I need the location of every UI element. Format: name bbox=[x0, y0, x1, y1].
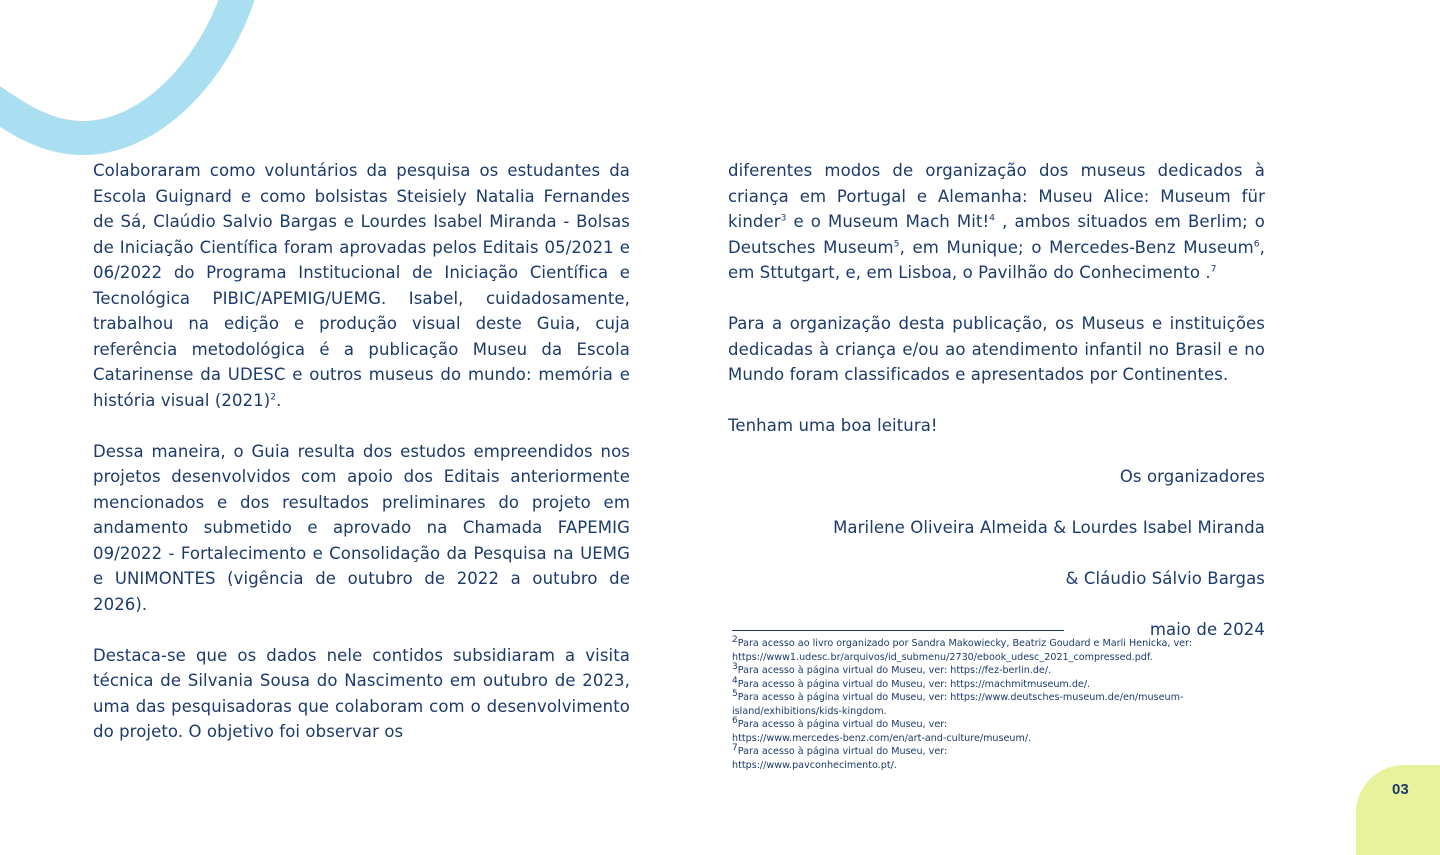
decorative-arc bbox=[0, 0, 270, 160]
footnote-7-cont: https://www.pavconhecimento.pt/. bbox=[732, 759, 897, 771]
footnote-5 bbox=[732, 688, 1252, 705]
right-p1-c: , ambos situados em Berlim; o Deutsches Museum bbox=[728, 212, 1266, 257]
footnote-ref-4: 4 bbox=[989, 213, 996, 224]
footnote-num: 3 bbox=[732, 661, 738, 672]
footnote-4 bbox=[732, 675, 1252, 692]
right-paragraph-3: Tenham uma boa leitura! bbox=[728, 416, 938, 435]
footnote-text: Para acesso à página virtual do Museu, ver: bbox=[737, 719, 948, 730]
footnote-6 bbox=[732, 715, 1252, 732]
footnote-num: 4 bbox=[732, 675, 738, 686]
footnote-ref-3: 3 bbox=[780, 213, 787, 224]
page-number-badge bbox=[1356, 765, 1440, 855]
right-paragraph-2: Para a organização desta publicação, os Museus e instituições dedicadas à criança e/ou ao atendimento infantil no Brasil e no Mundo foram classificados e apresentados por Continentes. bbox=[728, 314, 1265, 384]
footnote-divider bbox=[732, 630, 1064, 631]
footnote-num: 2 bbox=[732, 634, 738, 645]
left-paragraph-3: Destaca-se que os dados nele contidos subsidiaram a visita técnica de Silvania Sousa do Nascimento em outubro de 2023, uma das pesquisadoras que colaboram com o desenvolvimento do projeto. O objetivo foi observar os bbox=[93, 645, 630, 741]
signature-date: maio de 2024 bbox=[1149, 620, 1265, 639]
signature-line-2: & Cláudio Sálvio Bargas bbox=[1065, 569, 1265, 588]
left-column bbox=[93, 158, 630, 745]
right-p1-b: e o Museum Mach Mit! bbox=[786, 212, 990, 231]
footnote-num: 6 bbox=[732, 715, 738, 726]
closing-organizers: Os organizadores bbox=[1119, 467, 1265, 486]
footnote-text: Para acesso à página virtual do Museu, ver: https://www.deutsches-museum.de/en/museum- bbox=[737, 692, 1184, 703]
footnote-ref-6: 6 bbox=[1253, 239, 1260, 249]
footnote-6-cont: https://www.mercedes-benz.com/en/art-and-culture/museum/. bbox=[732, 732, 1032, 744]
footnote-ref-2: 2 bbox=[270, 392, 277, 402]
footnote-text: Para acesso à página virtual do Museu, ver: https://machmitmuseum.de/. bbox=[737, 678, 1091, 690]
footnote-ref-5: 5 bbox=[893, 239, 900, 249]
left-paragraph-2: Dessa maneira, o Guia resulta dos estudos empreendidos nos projetos desenvolvidos com apoio dos Editais anteriormente mencionados e dos resultados preliminares do projeto em andamento submetido e aprovado na Chamada FAPEMIG 09/2022 - Fortalecimento e Consolidação da Pesquisa na UEMG e UNIMONTES (vigência de outubro de 2022 a outubro de 2026). bbox=[93, 441, 630, 614]
footnote-7 bbox=[732, 742, 1252, 759]
right-paragraph-1 bbox=[728, 158, 1265, 286]
left-paragraph-1-end: . bbox=[276, 390, 282, 410]
footnote-num: 5 bbox=[732, 688, 738, 699]
right-p1-a: diferentes modos de organização dos museus dedicados à criança em Portugal e Alemanha: Museu Alice: Museum für kinder bbox=[728, 161, 1265, 231]
footnote-3 bbox=[732, 661, 1252, 678]
footnotes bbox=[732, 634, 1252, 772]
page-number: 03 bbox=[1392, 781, 1409, 798]
footnote-2-cont: https://www1.udesc.br/arquivos/id_submenu/2730/ebook_udesc_2021_compressed.pdf. bbox=[732, 651, 1153, 663]
footnote-num: 7 bbox=[732, 742, 738, 753]
right-column bbox=[728, 158, 1265, 668]
right-p1-e: , em Sttutgart, e, em Lisboa, o Pavilhão do Conhecimento . bbox=[728, 237, 1265, 282]
signature-line-1: Marilene Oliveira Almeida & Lourdes Isabel Miranda bbox=[833, 518, 1265, 537]
footnote-text: Para acesso à página virtual do Museu, ver: bbox=[737, 746, 948, 757]
footnote-2 bbox=[732, 634, 1252, 651]
footnote-ref-7: 7 bbox=[1210, 264, 1217, 275]
footnote-text: Para acesso à página virtual do Museu, ver: https://fez-berlin.de/. bbox=[737, 665, 1052, 676]
footnote-text: Para acesso ao livro organizado por Sandra Makowiecky, Beatriz Goudard e Marli Henicka, ver: bbox=[737, 638, 1193, 649]
footnote-5-cont: island/exhibitions/kids-kingdom. bbox=[732, 705, 887, 717]
left-paragraph-1-text: Colaboraram como voluntários da pesquisa os estudantes da Escola Guignard e como bolsistas Steisiely Natalia Fernandes de Sá, Claúdio Salvio Bargas e Lourdes Isabel Miranda - Bolsas de Iniciação Científica foram aprovadas pelos Editais 05/2021 e 06/2022 do Programa Institucional de Iniciação Científica e Tecnológica PIBIC/APEMIG/UEMG. Isabel, cuidadosamente, trabalhou na edição e produção visual deste Guia, cuja referência metodológica é a publicação Museu da Escola Catarinense da UDESC e outros museus do mundo: memória e história visual (2021) bbox=[93, 161, 630, 410]
right-p1-d: , em Munique; o Mercedes-Benz Museum bbox=[899, 237, 1254, 257]
left-paragraph-1 bbox=[93, 158, 630, 413]
